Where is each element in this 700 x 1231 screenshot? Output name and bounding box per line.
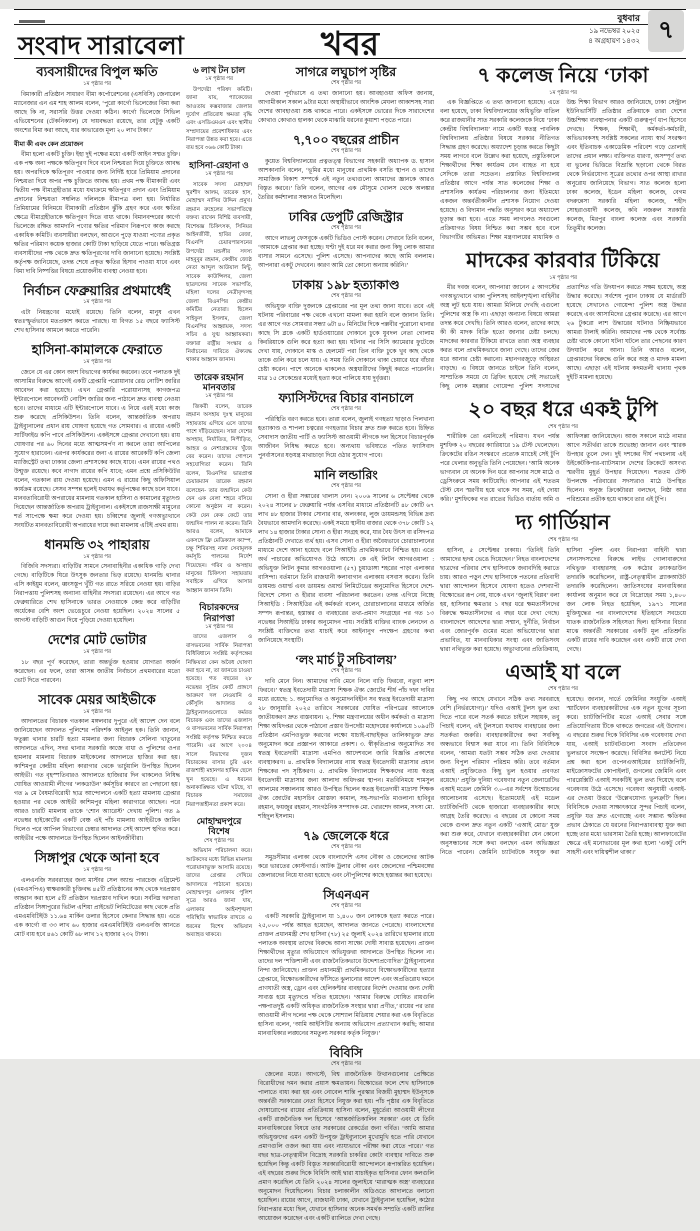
article-headline: হাসিনা-রেহানা ও bbox=[189, 159, 249, 170]
article-body: আদালতের বিচারক গতকাল মঙ্গলবার দুপুরে এই আদেশ দেন বলে জানিয়েছেন আদালত পুলিশের পরিদর্শক আইনুল হক। তিনি জানান, ফতুল্লা থানার চারটি হত্যা মামলার জন্য বিচারক সেলিনা খাতুনের আদালতে এদিন, সদর থানার সরকারি কাজে বাধা ও পুলিশের ওপর হামলার মামলায় বিচারক মাইকেলের আদালতে হাজির করা হয়। কাশিমপুর কেন্দ্রীয় মহিলা কারাগার থেকে ভার্চুয়ালি উপস্থিত ছিলেন আইভী। গত বৃহস্পতিবারও আদালতে হাজিরার দিন থাকলেও নিষিদ্ধ ঘোষিত আওয়ামী লীগের ‘লকডাউন’ কর্মসূচির কারণে তা পেছানো হয়। গত ৯ মে বৈষম্যবিরোধী ছাত্র আন্দোলনে একটি হত্যা মামলায় গ্রেপ্তার হওয়ার পর থেকে আইভী কাশিমপুর মহিলা কারাগারে আছেন। পরে আরও চারটি মামলায় তাকে ‘শোন অ্যারেস্ট’ দেখায় পুলিশ। গত ৯ নভেম্বর হাইকোর্টের একটি বেঞ্চ এই পাঁচ মামলায় আইভীকে জামিন দিলেও পরে আপিল বিভাগের চেম্বার আদালত সেই আদেশ স্থগিত করে। আইভীর পক্ষে আদালতে উপস্থিত ছিলেন আইনজীবীরা। bbox=[14, 719, 180, 843]
gregorian-date: ১৯ নভেম্বর ২০২৫ bbox=[589, 26, 640, 35]
article-body: জিকরী বলেন, তারেক রহমান অসহায় দুঃস্থ মানুষের সহায়তায় এগিয়ে এসে তাদের পাশে দাঁড়িয়েছেন। সারা দেশের অসহায়, নির্যাতিত, নিপীড়িত, আহত ও নেশাগ্রস্তদের খুঁজে বের করেন। তাদের গোপনে সহযোগিতা করেন। তিনি বলেন, বিএনপির ভারপ্রাপ্ত চেয়ারম্যান তারেক রহমান বলেছেন- তার জন্মদিনে কেউ যেন এক বেলা শহরে বসিয়ে কোনো অনুষ্ঠান না করেন। কেউ যেন কেক কেটে তার জন্মদিন পালন না করেন। তিনি আরও বলেন, আমাকে একসঙ্গে ফ্রি মেডিক্যাল ক্যাম্প, চক্ষু শিবিরসহ নানা সেবামূলক কর্মসূচি পালনের নির্দেশ দিয়েছেন। গরিব ও অসহায় মানুষের চিকিৎসা সহায়তায় সবাইকে এগিয়ে আসার আহ্বান জানান তিনি। bbox=[186, 403, 252, 594]
article-headline: ঢাবির ডেপুটি রেজিস্ট্রার bbox=[288, 209, 404, 224]
continued-from-byline: ১ম পৃষ্ঠার পর bbox=[82, 708, 112, 715]
section-title: খবর bbox=[320, 27, 380, 63]
article bbox=[440, 65, 686, 243]
article bbox=[440, 662, 686, 858]
continued-from-byline: ১ম পৃষ্ঠার পর bbox=[548, 89, 578, 96]
article bbox=[258, 65, 434, 126]
article-headline: ‘লং মার্চ টু সচিবালয়’ bbox=[294, 652, 398, 667]
weekday: বুধবার bbox=[617, 13, 640, 23]
continued-from-byline: ১ম পৃষ্ঠার পর bbox=[82, 649, 112, 656]
article bbox=[14, 284, 180, 337]
article-body: সোনা ও হীরা সম্ভারের খালাস নেন। ২০০৬ সালের ৬ সেপ্টেম্বর থেকে ২০২৪ সালের ৮ ফেব্রুয়ারি পর্যন্ত এসবির মাধ্যমে প্রতিষ্ঠানটি ৪৮ কোটি ৬৭ লাখ ৪৮ হাজার টাকার সোনার বার, অলংকার, লুজ ডায়মন্ডসহ বিভিন্ন দ্রব্য বৈধভাবে আমদানি করেছে। একই সময়ে স্থানীয় বাজার থেকে ৩৭৮ কোটি ১২ লাখ ১৪ হাজার টাকার সোনা ও হীরা সংগ্রহ করে, যার বৈধ উৎস বা রসিদপত্র প্রতিষ্ঠানটি দেখাতে ব্যর্থ হয়। এসব সোনা ও হীরা অবৈধভাবে চোরাচালানের মাধ্যমে দেশে আনা হয়েছে বলে সিআইডি প্রাথমিকভাবে নিশ্চিত হয়। এতে অর্থ পাচারের অভিযোগও উঠে আসে। কে এই লিটন আগরওয়ালা : অভিযুক্ত লিটন কুমার আগরওয়ালা (৫৭) চুয়াডাঙ্গা শহরের পাড়া এলাকার বাসিন্দা। বর্তমানে তিনি রাজধানী কলাবাগান এলাকায় বসবাস করেন। তিনি ডায়মন্ড ওয়ার্ল্ড এবং ডায়মন্ড ওয়ার্ল্ড লিমিটেডের অনুমোদিত হিসেবে দেশে-বিদেশে সোনা ও হীরার ব্যবসা পরিচালনা করতেন। তদন্ত এগিয়ে নিচ্ছে সিআইডি : সিআইডির এই কর্মকর্তা বলেন, চোরাচালানের মাধ্যমে অর্জিত সম্পদ রূপান্তর, হস্তান্তর ও ব্যবহারের তথ্য-প্রমাণ সংগ্রহের পর গত ১৩ নভেম্বর সিআইডি ঢাকার অনুমোদন পায়। সংশ্লিষ্ট ব্যক্তির ব্যাংক লেনদেন ও সংশ্লিষ্ট ব্যক্তিদের তথ্য যাচাই করে আইনানুগ পদক্ষেপ গ্রহণের কথা জানিয়েছে সংস্থাটি। bbox=[258, 493, 434, 644]
article bbox=[440, 512, 686, 654]
article-headline: ৭ কলেজ নিয়ে ‘ঢাকা bbox=[477, 65, 649, 87]
continued-from-byline: শেষ পৃষ্ঠার পর bbox=[331, 668, 361, 675]
article-headline: দেশের মোট ভোটার bbox=[47, 632, 147, 648]
continued-from-byline: শেষ পৃষ্ঠার পর bbox=[204, 837, 234, 844]
article-headline: সিঙ্গাপুর থেকে আনা হবে bbox=[34, 850, 160, 866]
article bbox=[14, 538, 180, 627]
article-body: জেলের মধ্যে। আগস্টে, বিশ্ব রাজনৈতিক উত্থানগুলোর প্রেক্ষিতে বিরোধীদের দমন করার প্রয়াস ক্ষমতায়ন। বিক্ষোভের ফলে শেখ হাসিনাকে পালাতে বাধ্য করা হয় এবং নোবেল শান্তি পুরস্কার বিজয়ী মুহাম্মদ ইউনূসকে অন্তর্বর্তী সরকারের নেতা হিসেবে নিযুক্ত করা হয়। পাঁচ পৃষ্ঠার এক বিবৃতিতে দোষারোপের রায়ের প্রতিক্রিয়ায় হাসিনা বলেন, মুহূর্তেরা আওয়ামী লীগের একটি রাজনৈতিক দল হিসেবে ‘আন্তর্জাতিকালিন সরকার’ এবং যে তিনি মানবাধিকারের বিষয়ে তার সরকারের রেকর্ডের জন্য গর্বিত। ‘আমি আমার অভিযুক্তদের এমন একটি উপযুক্ত ট্রাইব্যুনালে মুখোমুখি হতে পারি যেখানে প্রমাণগুলি ওজন করা যায় এবং ন্যায্যভাবে পরীক্ষা করা যেতে পারে।’ গত বছর ছাত্র-নেতৃত্বাধীন বিদ্রোহ সরকারি চাকরির কোটা ব্যবস্থার দাবিতে শুরু হয়েছিল কিন্তু একটি বিস্তৃত সরকারবিরোধী আন্দোলনে রূপান্তরিত হয়েছিল। এই বছরের শুরুর দিকে বিবিসি আই দ্বারা যাচাইকৃত হাসিনার ফোন কলগুলি প্রমাণ করেছিল যে তিনি ২০২৪ সালের জুলাইয়ে ‘মারাত্মক অস্ত্র’ ব্যবহারের অনুমোদন দিয়েছিলেন। বিচার চলাকালীন অডিওতে আদালতে বলানো হয়েছিল। রায়ের আগে, রাজধানী ঢাকা, যেখানে ট্রাইব্যুনাল হয়েছিল, কঠোর নিরাপত্তার মধ্যে ছিল, যেখানে হাসিনার অনেক সমর্থক সম্প্রতি একটি র‍্যালির আয়োজন করেছেন এবং একটি র‍্যালিতে দেখা গেছে। bbox=[258, 1071, 434, 1222]
article-headline: ৭৯ জেলেকে ধরে bbox=[303, 828, 389, 843]
article-body: বিজিবি সদস্যরা। বাড়িটির সামনে সেনাবাহিনীর একাধিক গাড়ি দেখা গেছে। বাড়িটিকে ঘিরে উৎসুক জনতার ভিড় রয়েছে। ধানমন্ডি থানার এসি কাইয়ুম বলেন, ধ্বংসস্তূপ খুঁটি গত রাতে সরিয়ে নেওয়া হয়। বাড়ির নিরাপত্তায় পুলিশসহ অন্যান্য বাহিনীর সদস্যরা রয়েছেন। এর আগে গত ফেব্রুয়ারিতে শেখ হাসিনাকে ভারত নেওয়াকে কেন্দ্র করে বাড়িটির অর্ধেকের বেশি অংশ ভেঙেচুরে নেওয়া হয়েছিল। ২০২৪ সালের ৫ আগস্ট বাড়িটি আগুন দিয়ে পুড়িয়ে দেওয়া হয়েছিল। bbox=[14, 564, 180, 625]
continued-from-byline: শেষ পৃষ্ঠার পর bbox=[548, 686, 578, 693]
article-headline: হাসিনা-কামালকে ফেরাতে bbox=[31, 342, 163, 358]
article-headline: বিবিসি bbox=[329, 1045, 363, 1060]
continued-from-byline: শেষ পৃষ্ঠার পর bbox=[331, 293, 361, 300]
article-body: একটি সরকারি ট্রাইব্যুনাল যা ১,৪০০ জন লোককে হত্যা করতে পারে। ২৫,০০০ পর্যন্ত আহত হয়েছেন, আদালত জানতে পেরেছে। বাংলাদেশের প্রাক্তন প্রধানমন্ত্রী শেখ হাসিনা (৭৮) ২৫ জুলাই ২০২৪ তারিখে হামলার রায়ে পলাতক অবস্থায় তাদের বিরুদ্ধে আনা সাক্ষ্যে দোষী সাব্যস্ত হয়েছেন। প্রাক্তন শিক্ষার্থীদের মৃত্যুর অভিযোগে অভিযুক্তরা আদালতে উপস্থিত ছিলেন না। তাদের দল ‘শক্তিশালী এবং রাজনৈতিকভাবে উদ্দেশ্যপ্রণোদিত’ ট্রাইব্যুনালের নিন্দা জানিয়েছে। প্রাক্তন প্রধানমন্ত্রী প্রাথমিকভাবে বিক্ষোভকারীদের হত্যার গ্রেপ্তারে, বিক্ষোভকারীদের ফাঁসিতে ঝুলানোর আদেশ এবং অপ্রতিরোধ দমনে প্রাণঘাতী অস্ত্র, ড্রোন এবং হেলিকপ্টার ব্যবহারের নির্দেশ দেওয়ার জন্য দোষী সাব্যস্ত হয়ে মৃত্যুদণ্ডে দণ্ডিত হয়েছেন। ‘আমার বিরুদ্ধে ঘোষিত রায়গুলি পক্ষপাতদুষ্ট একটি অধিকৃত রাজনৈতিক সংস্থার দ্বারা প্রণীত,’ রায়ের পর তার আওয়ামী লীগ দলের পক্ষ থেকে সোশ্যাল মিডিয়ায় শেয়ার করা এক বিবৃতিতে হাসিনা বলেন, ‘আমি আইসিটির অন্যায় অভিযোগ প্রত্যাখ্যান করছি; আমার মানবাধিকার লঙ্ঘনের সমতুল্য সরকার কর্তৃক নিযুক্ত।’ bbox=[258, 913, 434, 1037]
article bbox=[14, 633, 180, 686]
article bbox=[186, 65, 252, 153]
article-subhead: বীমা কী এবং কেন প্রয়োজন bbox=[14, 140, 84, 148]
article bbox=[14, 65, 180, 277]
continued-from-byline: ১ম পৃষ্ঠার পর bbox=[82, 553, 112, 560]
article-body: জেনে যে এর কোন অংশ বিভাগের কার্যকর করবেন। তবে পলাতক দুই আসামির বিরুদ্ধে আগেই একটি গ্রেপ্তারি পরোয়ানার রেড নোটিশ জারির আবেদন করা হয়েছে। এখন গ্রেপ্তারি পরোয়ানাসহ কাগজপত্র ইন্টারপোলে আবেদনটি নোটিশ জারির জন্য পাঠালে দ্রুত ব্যবস্থা নেওয়া হবে। তাদের মাধ্যমে এটি ইন্টারপোলে যাবে। এ নিয়ে এরই মধ্যে কাজ শুরু করেছে প্রসিকিউশন। তিনি বলেন, আন্তর্জাতিক অপরাধ ট্রাইব্যুনালের প্রধান রায় ঘোষণা হয়েছে গত সোমবার। এ রায়ের একটি সার্টিফাইড কপি পাবে প্রসিকিউশন। একইসঙ্গে গ্রেপ্তার দেখানো হয়। রায় ঘোষণার পর ৬০ দিনের মধ্যে আত্মসমর্পণ না করলে তারা আপিলের সুযোগ হারাবেন। এরপর কার্যকরের জন্য এ রায়ের আরেকটি কপি জেলা ম্যাজিস্ট্রেট তথা ঢাকার জেলা প্রশাসকের কাছে যাবে। এমন রায়ের পথও উন্মুক্ত রয়েছে। কবে নাগাদ রায়ের কপি যাবে; এমন প্রশ্নে প্রসিকিউটর বলেন, গতকাল রায় দেওয়া হয়েছে। এমন এ রায়ের কিছু অফিসিয়াল কার্যক্রম রয়েছে। সেসব সম্পন্ন হলেই যথাযথ কর্তৃপক্ষের কাছে চলে যাবে। মানবতাবিরোধী অপরাধের মামলায় গতকাল হাসিনা ও কামালের মৃত্যুদণ্ড দিয়েছেন আন্তর্জাতিক অপরাধ ট্রাইব্যুনাল। একইসঙ্গে রাজসাক্ষী মামুনের শর্ত সাপেক্ষে ক্ষমা করে দেওয়া হয়। চব্বিশের জুলাই গণঅভ্যুত্থানে সংঘটিত মানবতাবিরোধী অপরাধের দায়ে করা মামলায় এটিই প্রথম রায়। bbox=[14, 369, 181, 529]
article-headline: দ্য গার্ডিয়ান bbox=[515, 512, 611, 535]
article-body: বিমাকারী প্রতিষ্ঠান সাধারণ বীমা কর্পোরেশনের (এসবিসি) জেনারেল ম্যানেজার এন এম শাহ আলম বলেন, ‘পুরো কার্গো ভিলেজের বিমা করা আছে কি না, সরাসরি উত্তর দেওয়া কঠিন। কার্গো ভিলেজে সিভিল এভিয়েশনের (টেকনিক্যাল) যে দায়বদ্ধতা রয়েছে, তার যেটুকু একটি অংশের বিমা করা আছে, যার কাভারেজ মূল্য ২০ লাখ টাকা।’ bbox=[14, 91, 180, 134]
continued-from-byline: শেষ পৃষ্ঠার পর bbox=[331, 483, 361, 490]
article-headline: মোহাম্মদপুরে বিশেষ bbox=[196, 816, 242, 837]
article-body: তাদের এজলাস ও বাসভবনের সার্বিক নিরাপত্তা বিধিবিধানে সংশ্লিষ্ট কর্তৃপক্ষের নিষ্ক্রিয়তা কেন অবৈধ ঘোষণা করা হবে না, তা জানতে চাওয়া হয়েছে। গত বছরের ২৮ নভেম্বর সুপ্রিম কোর্ট প্রাঙ্গণে আক্রমণ দল নেওয়ানি ও কৌঁসুলি আদালত ও ট্রাইব্যুনালগুলোতে কর্মরত বিচারক এবং তাদের এজলাস ও বাসভবনের সার্বিক নিরাপত্তা সংশ্লিষ্ট কর্তৃপক্ষ নিশ্চিত করতে পারেনি। এর আগে ২০০৪ সালে বিভাগের দুজন বিচারকের বাসার চুরি এবং রাজশাহী মহানগর হাকিম ছেলে খুন হয়েছে। এ ধরনের অনাকাঙ্ক্ষিত ঘটনা ঘটছে, যা বিচারক সমাজের নিরাপত্তাহীনতা প্রকাশ করে। bbox=[186, 634, 252, 808]
continued-from-byline: শেষ পৃষ্ঠার পর bbox=[331, 80, 361, 87]
article-body: হাসিনা, ৫ সেপ্টেম্বর ঢাকায়। ‘তিনিই তিনি আমাদের হৃদয় ভেঙে দিয়েছেন।’ নিহত বাংলাদেশের ছাত্রদের পরিবার শেখ হাসিনাকে জবাবদিহি করাতে চায়। আরও পড়ুন শেখ হাসিনাকে পতনের প্রতিবাদী দ্বারা আন্দোলন হিসেবে ঘোষণা হতেও দেশব্যাপী বিক্ষোভের রূপ নেয়, যাকে এখন ‘জুলাই বিপ্লব’ বলা হয়, হাসিনার ক্ষমতার ১ বছর ধরে ক্ষমতাসীনদের বিরুদ্ধে ক্ষমতাসীনদের এ বছর ধরে দেখা গেছে। বাংলাদেশে আদেশের দ্বারা সম্মান, দুর্নীতি, নির্বাচন এবং জোরপূর্বক গুমের মতো অভিযোগের দ্বারা প্রভাবিত, যা মানবাধিকার সংস্থা এবং জাতিসংঘ দ্বারা নথিভুক্ত করা হয়েছে। অভ্যুত্থানের প্রতিক্রিয়ায়, হাসিনা পুলিশ এবং নিরাপত্তা বাহিনী দ্বারা সেনাসদস্যদের বিরুদ্ধে লাইভ গোলাবারুদের নথিভুক্ত ব্যবহারসহ এক কঠোর ক্র্যাকডাউন তদারকি করেছিলেন, রাষ্ট্র-নেতৃত্বাধীন ব্ল্যাকআউট তদারকি করেছিলেন। জাতিসংঘের মানবাধিকার কার্যালয় অনুমান করে যে বিদ্রোহের সময় ১,৪০০ জন লোক নিহত হয়েছিল, ১৯৭১ সালের মুক্তিযুদ্ধের পর বাংলাদেশের ইতিহাসে সবচেয়ে ঘাতক রাজনৈতিক সহিংসতা ছিল। হাসিনার বিচার মাঝে অন্তর্বর্তী সরকারের একটি মূল প্রতিশ্রুতি একটি রায়ের দাবি করেছেন এবং একটি রায়ে দেখা গেছে। bbox=[440, 547, 686, 653]
article-headline: বিচারকদের নিরাপত্তা bbox=[199, 602, 239, 623]
article-body: সমুদ্রসীমার এলাকা থেকে বাংলাদেশি এসব নৌকা ও জেলেদের আটক করে ভারতের কোস্টগার্ড। আটক ট্রলার নৌকা এবং জেলেদের পশ্চিমবঙ্গের জেলারদের নিয়ে যাওয়া হয়েছে এবং নৌপুলিশের কাছে হস্তান্তর করা হয়েছে। bbox=[258, 854, 434, 879]
continued-from-byline: ১ম পৃষ্ঠার পর bbox=[204, 171, 234, 178]
continued-from-byline: ১ম পৃষ্ঠার পর bbox=[82, 80, 112, 87]
article-headline: ঢাকায় ১৯৮ হত্যাকাণ্ড bbox=[292, 277, 400, 292]
continued-from-byline: ১ম পৃষ্ঠার পর bbox=[204, 393, 234, 400]
article-headline: সাবেক মেয়র আইভীকে bbox=[38, 691, 156, 707]
article bbox=[440, 399, 686, 505]
article bbox=[258, 133, 434, 203]
continued-from-byline: ১ম পৃষ্ঠার পর bbox=[82, 359, 112, 365]
article-headline: সাগরে লঘুচাপ সৃষ্টির bbox=[295, 65, 397, 79]
article bbox=[186, 602, 252, 809]
article-headline: ব্যবসায়ীদের বিপুল ক্ষতি bbox=[36, 64, 158, 79]
article-headline: মাদকের কারবার টিকিয়ে bbox=[466, 250, 660, 273]
continued-from-byline: শেষ পৃষ্ঠার পর bbox=[548, 537, 578, 544]
article-body: ১৮ বছর পূর্ণ করেছেন, তারা অন্তর্ভুক্ত হওয়ার যোগ্যতা অর্জন করেছেন। এর ফলে, তারা আসন্ন জাতীয় নির্বাচনে প্রথমবারের মতো ভোট দিতে পারবেন। bbox=[14, 659, 180, 684]
page-content bbox=[14, 59, 686, 1222]
page-number: ৭ bbox=[657, 16, 675, 44]
article-body: বীমা হলো একটি চুক্তি। ইহা দুই পক্ষের মধ্যে একটি আইন সম্মত চুক্তি। এক পক্ষ অন্য পক্ষকে ক্ষতিপূরণ দিবে বলে নিশ্চয়তা দিয়ে চুক্তিতে আবদ্ধ হয়। অপরদিকে ক্ষতিপূরণ পাওয়ার জন্য নির্দিষ্ট হারে প্রিমিয়াম প্রদানের নিশ্চয়তা দিয়ে অপর পক্ষ চুক্তিতে আবদ্ধ হয়। প্রথম পক্ষ বীমাকারী এবং দ্বিতীয় পক্ষ বীমাগ্রহীতার মধ্যে যথাক্রমে ক্ষতিপূরণ প্রদান এবং প্রিমিয়াম প্রদানের নিশ্চয়তা সম্বলিত দলিলকে বীমাপত্র বলা হয়। নির্ধারিত প্রিমিয়ামের বিনিময়ে বীমাকারী প্রতিষ্ঠান ঝুঁকি গ্রহণ করে এবং ক্ষতির ক্ষেত্রে বীমাগ্রহীতাকে ক্ষতিপূরণ দিতে বাধ্য থাকে। বিমানবন্দরের কার্গো ভিলেজে রক্ষিত আমদানি পণ্যের ক্ষতির পরিমাণ নিরূপণে কাজ করছে একাধিক কমিটি। ব্যবসায়ীরা বলছেন, আগুনে পুড়ে যাওয়া পণ্যের প্রকৃত ক্ষতির পরিমাণ কয়েক হাজার কোটি টাকা ছাড়িয়ে যেতে পারে। ক্ষতিগ্রস্ত ব্যবসায়ীদের পক্ষ থেকে দ্রুত ক্ষতিপূরণের দাবি জানানো হয়েছে। সংশ্লিষ্ট কর্তৃপক্ষ জানিয়েছে, তদন্ত শেষে প্রকৃত ক্ষতির হিসাব পাওয়া যাবে এবং বিমা দাবি নিষ্পত্তির বিষয়ে প্রয়োজনীয় ব্যবস্থা নেওয়া হবে। bbox=[14, 151, 180, 275]
continued-from-byline: ১ম পৃষ্ঠার পর bbox=[204, 623, 234, 630]
continued-from-byline: শেষ পৃষ্ঠার পর bbox=[331, 406, 361, 413]
article-headline: ফ্যাসিস্টদের বিচার বানচালে bbox=[278, 390, 414, 405]
article bbox=[258, 829, 434, 881]
article-body: এলএনজি সরবরাহের জন্য মাস্টার সেল অ্যান্ড পারচেজ এগ্রিমেন্ট (এমএসপিএ) স্বাক্ষরকারী চুক্তিবদ্ধ ৪৫টি প্রতিষ্ঠানের কাছ থেকে দরপ্রস্তাব আহ্বান করা হলে ৫টি প্রতিষ্ঠান দরপ্রস্তাব দাখিল করে। সর্বনিম্ন দরদাতা প্রতিষ্ঠান সিঙ্গাপুরের ভিটল এশিয়া প্রাইভেট লিমিটেডের কাছ থেকে প্রতি এমএমবিটিইউ ১১.৬৪ মার্কিন ডলার হিসেবে কেনার সিদ্ধান্ত হয়। এতে এক কার্গো বা ৩৩ লাখ ৬০ হাজার এমএমবিটিইউ এলএনজি আনতে মোট ব্যয় হবে ৪৬১ কোটি ৬৮ লাখ ১২ হাজার ২৩২ টাকা। bbox=[14, 877, 180, 938]
article-body: এটা নিয়ন্ত্রণের মধ্যেই রয়েছে। তিনি বলেন, মানুষ এখন স্বতঃস্ফূর্তভাবে মতপ্রকাশ করতে পারছে। যা বিগত ১৫ বছরে ফ্যাসিস্ট শেখ হাসিনার আমলে করতে পারেনি। bbox=[14, 310, 180, 335]
article-headline: এআই যা বলে bbox=[505, 661, 621, 684]
article bbox=[14, 693, 180, 845]
article-body: দাবি মেনে নিন। আমাদের দাবি মেনে নিলে বাড়ি ফিরবো, নতুবা লাশ ফিরবে।’ স্বতন্ত্র ইবতেদায়ী মাদ্রাসা শিক্ষক ঐক্য জোটের শীর্ষ পাঁচ দফা দাবির মধ্যে রয়েছে: ১. অনুমোদিত ও অনুমোদনবিহীন সব স্বতন্ত্র ইবতেদায়ী মাদ্রাসা ২৮ জানুয়ারি ২০২৫ তারিখে সরকারের ঘোষিত পরিপত্রের আলোকে জাতীয়করণ দ্রুত বাস্তবায়ন। ২. শিক্ষা মন্ত্রণালয়ের অধীন কর্মকর্তা ও মাদ্রাসা শিক্ষা অধিদপ্তর থেকে পাঠানো প্রস্তাব উপদেষ্টা মহোদয়ের কার্যালয়ে ১০৯৫টি প্রতিষ্ঠান এমপিওভুক্ত করণের লক্ষ্যে যাচাই-বাছাইকৃত তালিকাভুক্ত দ্রুত অনুমোদন করে প্রজ্ঞাপন আকারে প্রকাশ। ৩. স্বীকৃতিপ্রাপ্ত অনুমোদিত সব স্বতন্ত্র ইবতেদায়ী মাদ্রাসা এমপিও আদেশবলে জারি বিজ্ঞপ্তি প্রকাশের ব্যবস্থাকরণ। ৪. প্রাথমিক বিদ্যালয়ের ন্যায় স্বতন্ত্র ইবতেদায়ী মাদ্রাসার প্রধান শিক্ষকের পদ সৃষ্টিকরণ। ৫. প্রাথমিক বিদ্যালয়ের শিক্ষকদের ন্যায় স্বতন্ত্র ইবতেদায়ী মাদ্রাসার জন্য আলাদা অধিদপ্তর স্থাপন। মতবিনিময়ে শামসুল আলমের সঞ্চালনায় আরও উপস্থিত ছিলেন স্বতন্ত্র ইবতেদায়ী মাদ্রাসা শিক্ষক ঐক্য জোটের মহাসচিব মোস্তফা কামাল, সহ-সভাপতি মাওলানা হাবিবুর রহমান, ফয়জুর রহমান, সাংগঠনিক সম্পাদক মো. খোরশেদ আলম, সদস্য মো. শহিদুল ইসলাম। bbox=[258, 678, 434, 820]
article bbox=[14, 851, 180, 940]
article bbox=[14, 343, 180, 531]
article-body: দেওয়া পূর্বাভাসে এ তথ্য জানানো হয়। আবহাওয়া অফিস জানায়, আগামীকাল সকাল ৯টার মধ্যে অস্থায়ীভাবে আংশিক মেঘলা আকাশসহ সারা দেশের আবহাওয়া শুষ্ক থাকতে পারে। একইসঙ্গে ভোরের দিকে সারাদেশের কোথাও কোথাও হালকা থেকে মাঝারি ধরনের কুয়াশা পড়তে পারে। bbox=[258, 90, 434, 124]
article-headline: নির্বাচন ফেব্রুয়ারির প্রথমার্ধেই bbox=[23, 282, 171, 298]
column-2 bbox=[186, 64, 252, 1231]
article-headline: ২০ বছর ধরে একই টুপি bbox=[468, 399, 658, 422]
continued-from-byline: শেষ পৃষ্ঠার পর bbox=[331, 1061, 361, 1068]
continued-from-byline: শেষ পৃষ্ঠার পর bbox=[331, 844, 361, 851]
article bbox=[258, 888, 434, 1039]
continued-from-byline: ১ম পৃষ্ঠার পর bbox=[548, 274, 578, 281]
column-1 bbox=[14, 64, 180, 1231]
continued-from-byline: শেষ পৃষ্ঠার পর bbox=[331, 225, 361, 232]
article bbox=[258, 1046, 434, 1224]
bangla-date: ৪ অগ্রহায়ণ ১৪৩২ bbox=[588, 37, 640, 45]
continued-from-byline: ১ম পৃষ্ঠার পর bbox=[204, 76, 234, 83]
continued-from-byline: শেষ পৃষ্ঠার পর bbox=[548, 423, 578, 430]
continued-from-byline: ১ম পৃষ্ঠার পর bbox=[82, 299, 112, 306]
article bbox=[186, 160, 252, 365]
article-body: মীর দবজ বলেন, আপনারা জানেন ৫ আগস্টের গণঅভ্যুত্থানে থাকা পুলিশসহ আইনশৃঙ্খলা বাহিনীর অস্ত্র লুট হয়ে যায়। আমরা মিলিয়ে দেখছি এগুলো পুলিশের অস্ত্র কি না। এছাড়া অন্যান্য বিষয়ে আমরা তদন্ত করে দেখছি। তিনি আরও বলেন, তাদের কাছে কী কী মাদক বিক্রি হতো জানার চেষ্টা চলছে। মাদকের কারবার টিকিয়ে রাখতে তারা অস্ত্র ব্যবহার করত বলে প্রাথমিকভাবে জানা গেছে। তাদের জের ধরে আনার চেষ্টা করানো। মহানগরজুড়ে অস্থিরতা বাড়ছে। এ বিষয়ে জানতে চাইলে তিনি বলেন, সাম্প্রতিক সময়ে যে ব্রিফিং হয়েছে সেই সভাতেই কিছু লোক মহল্লার গোয়েন্দা পুলিশ সদস্যদের প্রত্যাশিত গতি উদযাপন করতে সক্ষম হয়েছে, অস্ত্র উদ্ধার করেছে। সর্বশেষ পুরান ঢাকায় যে মার্ডারটি হয়েছে সেখানেও গোয়েন্দা পুলিশ অস্ত্র উদ্ধার করেছে এবং আসামিদের গ্রেপ্তার করেছে। এর আগে ২৬ টুকরো লাশ উদ্ধারের ঘটনাও নিষ্ক্রিয়ভাবে আমরা টালাই করিনি। আমাদের পক্ষ থেকে সর্বোচ্চ চেষ্টা থাকে কোনো ঘটনা ঘটলে তার পেছনের কারণ উদঘাটন করে আনা। তিনি আরও বলেন, গ্রেপ্তারদের বিরুদ্ধে গুলি করে অস্ত্র ও মাদক মামলা আছে। এছাড়া এই ঘটনায় কদমতলী থানায় পৃথক দুইটি মামলা হয়েছে। bbox=[440, 285, 686, 391]
newspaper-nameplate: সংবাদ সারাবেলা bbox=[18, 33, 185, 60]
article-body: উপদেষ্টা পরিষদ কমিটি। জানা যায়, প্যাকেজের আওতায় কক্সবাজার জেলার দুর্যোগ প্রতিরোধ ক্ষমতা বৃদ্ধি এবং এসডিএমএন এবং স্থানীয় সম্প্রদায়ের প্রবেশাধিকার এবং নিরাপত্তা উন্নত করা হবে। এতে ব্যয় হবে ৩৬৬ কোটি টাকা। bbox=[186, 86, 252, 152]
article-body: কুয়েত বিশ্ববিদ্যালয়ের প্রত্নতত্ত্ব বিভাগের সহকারী অধ্যাপক ড. হাসান আশকানানি বলেন, ‘ভূমির মধ্যে মানুষের প্রাথমিক বসতি স্থাপন ও তাদের সামাজিক বিকাশ সম্পর্কে এই নতুন তথ্যগুলো আমাদের জ্ঞানকে আরও বিস্তৃত করবে।’ তিনি বলেন, আগের এক মৌসুমে খোলস থেকে অলঙ্কার তৈরির কর্মশালার সন্ধানও মিলেছিল। bbox=[258, 158, 434, 201]
article-body: আগে লাভলু ফেসবুকে একটি ভিডিও পোস্ট করেন। সেখানে তিনি বলেন, ‘আমাকে গ্রেপ্তার করা হচ্ছে। ঘণ্টা দুই ধরে মব করার জন্য কিছু লোক আমার বাসার সামনে এসেছে। পুলিশ এসেছে। আপনাদের কাছে আমি বললাম। আপনারা একটু দেখবেন। কারণ আমি তো কোনো অন্যায় করিনি।’ bbox=[258, 235, 434, 269]
article-headline: সিএনএন bbox=[323, 887, 369, 902]
article-headline: ধানমন্ডি ৩২ পাহারায় bbox=[44, 536, 150, 552]
article bbox=[258, 391, 434, 461]
date-block bbox=[588, 12, 640, 47]
article-headline: ৭,৭০০ বছরের প্রাচীন bbox=[293, 132, 399, 147]
article-headline: তারেক রহমান মানবতার bbox=[194, 371, 244, 392]
article-body: অভিযান পরিচালনা করে। আটকদের মধ্যে বিভিন্ন মামলার পরোয়ানাভুক্ত আসামি রয়েছে। তাদের গ্রেপ্তার দেখিয়ে আদালতে পাঠানো হয়েছে। মোহাম্মদপুর এলাকায় পুলিশ সূত্রে আরও জানা যায়, এলাকার আইনশৃঙ্খলা পরিস্থিতি স্বাভাবিক রাখতে এ ধরনের বিশেষ অভিযান অব্যাহত থাকবে। bbox=[186, 848, 252, 938]
article bbox=[258, 653, 434, 822]
article-body: সাবেক সদস্য মোহাম্মদ খুরশীদ আলম, তারেক হাস, মোহাম্মদ নাসির উদ্দিন প্রমুখ। রহমান রুহেলের সভাপতিত্বে বক্তব্য রাখেন বিশিষ্ট ব্যবসায়ী, বিশেষজ্ঞ চিকিৎসক, সিনিয়র আইনজীবী, হাবির রেজা, বিএনপি চেয়ারপারসনের উপদেষ্টা মন্ডলীর সদস্য মাহবুবুর রহমান, কেন্দ্রীয় জ্যেষ্ঠ নেতা আব্দুল আউয়াল মিন্টু, সাবেক কাউন্সিলর, জেলা ছাত্রদলের সাবেক সভাপতি, মহিলা দলের নেত্রীবৃন্দসহ জেলা বিএনপির কেন্দ্রীয় কমিটির নেতারা। ছিলেন সাইফুল ইসলাম, জেলা বিএনপির আহ্বায়ক, সদস্য সচিব ও যুগ্ম আহ্বায়করা। বক্তারা রাষ্ট্রীয় সংস্কার ও নির্বাচনের দাবিতে ঐক্যবদ্ধ থাকার আহ্বান জানান। bbox=[186, 181, 252, 364]
article-body: শারীরিক তো এমনিতেই পরিমাণ। যখন পর্যন্ত মুশফিক ২০ বছরের ক্যারিয়ারে ১৯ টেস্ট খেলেছেন। ক্রিকেটের রঙিন সংস্করণে প্রত্যেক ম্যাচেই সেই টুপি পরে খেলার অনুভূতি তিনি পেয়েছেন। ‘আমি অনেক ভাগ্যবান যে অনেক দিন ধরে আপনার সঙ্গে মাঠে ও ড্রেসিংরুমে সময় কাটিয়েছি। আপনার এই শততম টেস্ট যেন স্মরণীয় হয়ে থাকে সব সময়, এই দোয়া করি।’ মুশফিকের গত রাতের ভিডিও বার্তায় অমি ও আফিসল্লা জানিয়েছেন। আজ সকালে মাঠে নামার আগে সতীর্থরা তাকে শুভেচ্ছা জানান এবং স্মারক উপহার তুলে দেন। দুই দশকের দীর্ঘ পথচলায় এই উইকেটকিপার-ব্যাটসম্যান দেশের ক্রিকেটে অসংখ্য স্মরণীয় মুহূর্ত উপহার দিয়েছেন। শততম টেস্ট উপলক্ষে পরিবারের সদস্যরাও মাঠে উপস্থিত ছিলেন। অনুজ ক্রিকেটাররা বলছেন, নিষ্ঠা আর পরিশ্রমের প্রতীক হয়ে থাকবে তার এই টুপি। bbox=[440, 434, 686, 504]
article bbox=[186, 816, 252, 939]
nameplate-kicker-mark bbox=[19, 20, 45, 23]
article-headline: ৬ লাখ টন চাল bbox=[192, 65, 246, 75]
article bbox=[440, 250, 686, 392]
newspaper-page bbox=[0, 9, 700, 1222]
continued-from-byline: শেষ পৃষ্ঠার পর bbox=[331, 148, 361, 155]
column-right bbox=[440, 64, 686, 1231]
page-number-badge bbox=[648, 10, 684, 52]
article-body: অভিযুক্ত ব্যক্তি দুজনকে গ্রেপ্তারের পর মূল তথ্য জানা যাবে। তবে এই ঘটনায় পরিবারের পক্ষ থেকে এখনো মামলা করা হয়নি বলে জানান তিনি। এর আগে গত সোমবার সন্ধ্যা ৬টা ৪০ মিনিটের দিকে পল্লবীর পুরোনো থানার কাছে সি ব্লকে একটি হার্ডওয়্যারের দোকানে ঢুকে যুবদল নেতা গোলাম কিবরিয়াকে গুলি করে হত্যা করা হয়। ঘটনার পর সিসি ক্যামেরার ফুটেজে দেখা যায়, দোকানে মাস্ক ও হেলমেট পরা তিন ব্যক্তি ঢুকে খুব কাছ থেকে তাকে গুলি করে চলে যায়। এ সময় তিনি দোকানে থাকা চেয়ারে ধরে বাঁচার চেষ্টা করেন। পাশে অনেকে থাকলেও অস্ত্রধারীদের কিছুই করতে পারেননি। মাত্র ১৫ সেকেন্ডের মধ্যেই হত্যা করে পালিয়ে যায় দুর্বৃত্তরা। bbox=[258, 303, 434, 382]
article bbox=[258, 210, 434, 271]
column-middle bbox=[258, 64, 434, 1231]
article-body: পরিস্থিতি বরণ করতে হবে। তারা বলেন, জুলাই গণহত্যা ছাড়াও পিলখানা হত্যাকাণ্ড ও শাপলা চত্বরের গণহত্যার বিচার দ্রুত শুরু করতে হবে। চিহ্নিত সেবাদাস জাতীয় পার্টি ও ফ্যাসিস্ট আওয়ামী লীগকে দল হিসেবে বিচারপূর্বক আজীবন নিষিদ্ধ করতে হবে। অন্যথায় ভবিষ্যতে পতিত ফ্যাসিবাদ পুনর্বাসনের ষড়যন্ত্র মাথাচাড়া দিয়ে ওঠার সুযোগ পাবে। bbox=[258, 416, 434, 459]
article-headline: মানি লন্ডারিং bbox=[314, 467, 378, 482]
masthead bbox=[14, 10, 686, 63]
article bbox=[258, 278, 434, 384]
continued-from-byline: শেষ পৃষ্ঠার পর bbox=[331, 903, 361, 910]
article-body: কিছু পথ আছে যেখানে সঠিক তথ্য সরবরাহে বেশি (নির্ভরযোগ্য)।’ যদিও এআই টুলস ভুল তথ্য দিতে পারে বলে সতর্ক করতে চাইলে সহায়ক, তবু পিচাই বলেন, এই টুলসরো যথাযথ ব্যবহারের জন্য সতর্কতা জরুরি। ব্যবহারকারীদের কথা সবকিছু অন্ধভাবে বিশ্বাস করা যাবে না। তিনি বিবিসিকে বলেন, ‘আমরা যতটা সম্ভব সঠিক তথ্য দেওয়ার জন্য বিপুল পরিমাণ পরিশ্রম করি। তবে বর্তমান এআই প্রযুক্তিতেও কিছু ভুল হওয়ার প্রবণতা রয়েছে।’ প্রযুক্তি দুনিয়া গবেষণার নতুন জেনারেটিভ এআই মডেল জেমিনি ৩.০-এর সর্বশেষ উন্মোচনের আলোচনায় এসেছে। ইতোমধ্যেই এই মডেল চ্যাটজিপিটি থেকে হাজারো ব্যবহারকারীর কাছে আগ্রহ তৈরি করেছে। এ বছরের যে কোনো সময় থেকে গুগল দ্রুত নতুন একটি ‘এআই মোড’ যুক্ত করা শুরু করে, যেখানে ব্যবহারকারীরা যেন কোনো অনুসন্ধানের সঙ্গে কথা বলছেন এমন অভিজ্ঞতা নিতে পারেন। জেমিনি চ্যাটবটকে সংযুক্ত করা হয়েছে। জানান, দার্তে জেমিনির সংযুক্তি এআই স্মার্টফোন ব্যবহারকারীদের এক নতুন যুগের সূচনা করে। চ্যাটজিপিটির মতো এআই সেবার সঙ্গে প্রতিযোগিতায় টিকে থাকতে জগতের এই উদ্যোগ। এ বছরের শুরুর দিকে বিবিসির এক গবেষণায় দেখা যায়, এআই চ্যাটবটগুলো সংবাদ প্রতিবেদন ভুলভাবে সংক্ষেপ করেছে। বিবিসির কনটেন্ট নিয়ে প্রশ্ন করা হলে ওপেনএআইয়ের চ্যাটজিপিটি, মাইক্রোসফটের কোপাইলট, গুগলের জেমিনি এবং পারপ্লেক্সিটি এআই সবকটিই ভুল তথ্য দিয়েছে বলে গবেষণায় উঠে এসেছে। গবেষণা অনুযায়ী এআই-এর দেওয়া উত্তরে ‘উল্লেখযোগ্য ভুলত্রুটি’ ছিল। বিবিসিকে দেওয়া সাক্ষাৎকারে সুন্দর পিচাই বলেন, প্রযুক্তি যত দ্রুত এগোচ্ছে এবং সম্ভাব্য ক্ষতিকর প্রভাব ঠেকাতে যে ধরনের নিরাপত্তাব্যবস্থা যুক্ত করা হচ্ছে তার মধ্যে ভারসাম্য তৈরি হচ্ছে। আলফাবেটের ক্ষেত্রে এই মনোভাবের মূল কথা হলো ‘একটু বেশি সাহসী এবং দায়িত্বশীল থাকা।’ bbox=[440, 696, 686, 856]
article bbox=[258, 468, 434, 646]
article bbox=[186, 372, 252, 596]
article-body: এক বিজ্ঞপ্তিতে এ তথ্য জানানো হয়েছে। এতে বলা হয়েছে, ঢাকা বিশ্ববিদ্যালয়ের অধিভুক্তি বাতিল করে রাজধানীর সাত সরকারি কলেজকে নিয়ে ‘ঢাকা কেন্দ্রীয় বিশ্ববিদ্যালয়’ নামে একটি স্বতন্ত্র পাবলিক বিশ্ববিদ্যালয় প্রতিষ্ঠার বিষয়ে সরকার নীতিগত সিদ্ধান্ত গ্রহণ করেছে। অধ্যাদেশ চূড়ান্ত করতে কিছুটা সময় লাগবে বলে উল্লেখ করা হয়েছে, প্রস্তুতিকালে শিক্ষার্থীদের শিক্ষা কার্যক্রম যেন ব্যাহত না হয়ে সেদিকে তারা সচেতন। প্রস্তাবিত বিশ্ববিদ্যালয় প্রতিষ্ঠার আগে পর্যন্ত সাত কলেজের শিক্ষা ও প্রশাসনিক কার্যক্রম পরিচালনার জন্য ইতিমধ্যে একজন অন্তর্বর্তীকালীন প্রশাসক নিয়োগ দেওয়া হয়েছে। ও বিদ্যমান পদ্ধতি অনুসরণ করে অধ্যাদেশ চূড়ান্ত করা হবে। এতে সময় লাগলেও সবগুলো প্রক্রিয়াগত বিষয় নিশ্চিত করা সম্ভব হবে বলে বিভাগটির অভিমত। শিক্ষা মন্ত্রণালয়ের মাধ্যমিক ও উচ্চ শিক্ষা বিভাগ আরও জানিয়েছে, ঢাকা সেন্ট্রাল ইউনিভার্সিটি প্রতিষ্ঠার প্রক্রিয়াকে তারা দেশের উচ্চশিক্ষা ব্যবস্থাপনার একটি গুরুত্বপূর্ণ ধাপ হিসেবে দেখছে। শিক্ষক, শিক্ষার্থী, কর্মকর্তা-কর্মচারী, অভিভাবকসহ সংশ্লিষ্ট সকলের ন্যায্য স্বার্থ সংরক্ষণ এবং ইতিবাচক একাডেমিক পরিবেশ গড়ে তোলাই তাদের প্রধান লক্ষ্য। ব্যক্তিগত ধারণা, অসম্পূর্ণ তথ্য বা ভুলের ভিত্তিতে বিভ্রান্তি ছড়ানো থেকে বিরত থেকে নির্ভরযোগ্য সূত্রের তথ্যের ওপর আস্থা রাখার অনুরোধ জানিয়েছে বিভাগ। সাত কলেজ হলো ঢাকা কলেজ, ইডেন মহিলা কলেজ, বেগম বদরুন্নেসা সরকারি মহিলা কলেজ, শহীদ সোহরাওয়ার্দী কলেজ, কবি নজরুল সরকারি কলেজ, মিরপুর বাংলা কলেজ এবং সরকারি তিতুমীর কলেজ। bbox=[440, 100, 686, 242]
continued-from-byline: ১ম পৃষ্ঠার পর bbox=[82, 867, 112, 874]
